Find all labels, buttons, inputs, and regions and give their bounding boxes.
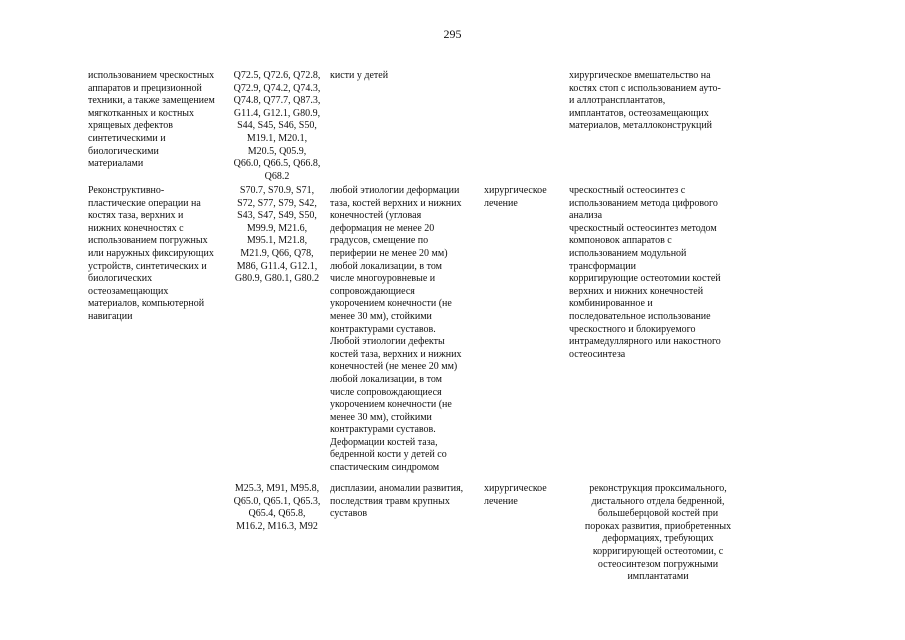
row1-icd-codes-cell: [228, 70, 326, 183]
text-line: хирургическое вмешательство на: [569, 70, 711, 81]
text-line: мягкотканных и костных: [88, 107, 195, 119]
text-line: M20.5, Q05.9,: [247, 145, 307, 157]
text-line: конечностей (не менее 20 мм): [330, 361, 458, 373]
text-line: Q65.0, Q65.1, Q65.3,: [233, 495, 321, 507]
text-line: использованием модульной: [569, 247, 687, 259]
text-line: хрящевых дефектов: [88, 120, 173, 132]
text-line: последовательное использование: [569, 310, 711, 322]
text-line: трансформации: [569, 260, 636, 272]
text-line: S70.7, S70.9, S71,: [239, 185, 315, 196]
row3-condition-cell: [330, 483, 463, 521]
text-line: большеберцовой костей при: [597, 508, 719, 520]
text-line: M19.1, M20.1,: [246, 132, 308, 144]
page-number: 295: [443, 27, 462, 41]
text-line: спастическим синдромом: [330, 462, 440, 474]
text-line: бедренной кости у детей со: [330, 449, 447, 461]
text-line: остеосинтезом погружными: [597, 558, 719, 570]
row1-treatment-method-cell: [569, 70, 721, 133]
text-line: биологических: [88, 273, 153, 285]
text-line: имплантатов, остеозамещающих: [569, 107, 709, 119]
text-line: менее 30 мм), стойкими: [330, 310, 432, 322]
row1-method-cell: [88, 70, 215, 171]
text-line: кисти у детей: [330, 70, 389, 81]
row1-condition-cell: [330, 70, 388, 83]
text-line: использованием погружных: [88, 235, 208, 247]
text-line: остеосинтеза: [569, 348, 626, 360]
text-line: M25.3, M91, M95.8,: [234, 483, 320, 494]
text-line: или наружных фиксирующих: [88, 247, 214, 259]
text-line: синтетическими и: [88, 132, 166, 144]
row3-icd-codes-cell: [228, 483, 326, 533]
text-line: Q65.4, Q65.8,: [248, 508, 306, 520]
text-line: M95.1, M21.8,: [246, 235, 308, 247]
text-line: анализа: [569, 210, 603, 222]
text-line: аппаратов и прецизионной: [88, 82, 202, 94]
text-line: лечение: [484, 197, 518, 209]
text-line: чрескостного и блокируемого: [569, 323, 696, 335]
text-line: последствия травм крупных: [330, 495, 450, 507]
text-line: таза, костей верхних и нижних: [330, 197, 462, 209]
text-line: менее 30 мм), стойкими: [330, 411, 432, 423]
text-line: укорочением конечности (не: [330, 298, 452, 310]
text-line: G11.4, G12.1, G80.9,: [233, 107, 321, 119]
text-line: корригирующей остеотомии, с: [592, 545, 724, 557]
text-line: навигации: [88, 310, 133, 322]
text-line: имплантатами: [627, 571, 689, 583]
row3-treatment-type-cell: [484, 483, 547, 508]
text-line: любой локализации, в том: [330, 260, 443, 272]
text-line: конечностей (угловая: [330, 210, 422, 222]
text-line: остеозамещающих: [88, 285, 169, 297]
text-line: техники, а также замещением: [88, 95, 215, 107]
text-line: Q72.5, Q72.6, Q72.8,: [233, 70, 321, 81]
text-line: лечение: [484, 495, 518, 507]
text-line: чрескостный остеосинтез методом: [569, 222, 717, 234]
text-line: костей таза, верхних и нижних: [330, 348, 462, 360]
text-line: сопровождающиеся: [330, 285, 415, 297]
row2-icd-codes-cell: [228, 185, 326, 286]
text-line: материалами: [88, 158, 144, 170]
text-line: укорочением конечности (не: [330, 399, 452, 411]
text-line: градусов, смещение по: [330, 235, 429, 247]
text-line: деформациях, требующих: [602, 533, 714, 545]
text-line: корригирующие остеотомии костей: [569, 273, 721, 285]
text-line: M99.9, M21.6,: [246, 222, 308, 234]
text-line: чрескостный остеосинтез с: [569, 185, 686, 196]
text-line: M16.2, M16.3, M92: [236, 520, 318, 532]
text-line: любой этиологии деформации: [330, 185, 460, 196]
text-line: Реконструктивно-: [88, 185, 165, 196]
text-line: костях таза, верхних и: [88, 210, 184, 222]
text-line: пластические операции на: [88, 197, 201, 209]
text-line: комбинированное и: [569, 298, 653, 310]
text-line: деформация не менее 20: [330, 222, 435, 234]
text-line: S44, S45, S46, S50,: [237, 120, 317, 132]
text-line: пороках развития, приобретенных: [584, 520, 732, 532]
text-line: нижних конечностях с: [88, 222, 184, 234]
text-line: использованием чрескостных: [88, 70, 215, 81]
row2-treatment-type-cell: [484, 185, 547, 210]
text-line: M21.9, Q66, Q78,: [240, 247, 314, 259]
text-line: хирургическое: [484, 185, 547, 196]
text-line: и аллотрансплантатов,: [569, 95, 666, 107]
text-line: числе многоуровневые и: [330, 273, 436, 285]
text-line: использованием метода цифрового: [569, 197, 718, 209]
text-line: костях стоп с использованием ауто-: [569, 82, 721, 94]
text-line: M86, G11.4, G12.1,: [236, 260, 318, 272]
text-line: любой локализации, в том: [330, 373, 443, 385]
text-line: Q72.9, Q74.2, Q74.3,: [233, 82, 321, 94]
text-line: S72, S77, S79, S42,: [237, 197, 317, 209]
text-line: дисплазии, аномалии развития,: [330, 483, 464, 494]
row2-condition-cell: [330, 185, 462, 475]
text-line: компоновок аппаратов с: [569, 235, 672, 247]
text-line: верхних и нижних конечностей: [569, 285, 704, 297]
row3-treatment-method-cell: [569, 483, 747, 584]
text-line: числе сопровождающиеся: [330, 386, 442, 398]
text-line: дистального отдела бедренной,: [591, 495, 725, 507]
row2-method-cell: [88, 185, 214, 324]
text-line: контрактурами суставов.: [330, 323, 436, 335]
text-line: Деформации костей таза,: [330, 436, 438, 448]
text-line: Q66.0, Q66.5, Q66.8,: [233, 158, 321, 170]
text-line: Q68.2: [264, 170, 290, 182]
text-line: материалов, металлоконструкций: [569, 120, 713, 132]
text-line: интрамедуллярного или накостного: [569, 336, 721, 348]
text-line: Q74.8, Q77.7, Q87.3,: [233, 95, 321, 107]
text-line: контрактурами суставов.: [330, 424, 436, 436]
text-line: материалов, компьютерной: [88, 298, 205, 310]
text-line: Любой этиологии дефекты: [330, 336, 445, 348]
text-line: хирургическое: [484, 483, 547, 494]
text-line: суставов: [330, 508, 368, 520]
text-line: S43, S47, S49, S50,: [237, 210, 317, 222]
row2-treatment-method-cell: [569, 185, 721, 361]
text-line: реконструкция проксимального,: [589, 483, 727, 494]
text-line: устройств, синтетических и: [88, 260, 207, 272]
text-line: G80.9, G80.1, G80.2: [234, 273, 320, 285]
text-line: биологическими: [88, 145, 159, 157]
text-line: периферии не менее 20 мм): [330, 247, 448, 259]
